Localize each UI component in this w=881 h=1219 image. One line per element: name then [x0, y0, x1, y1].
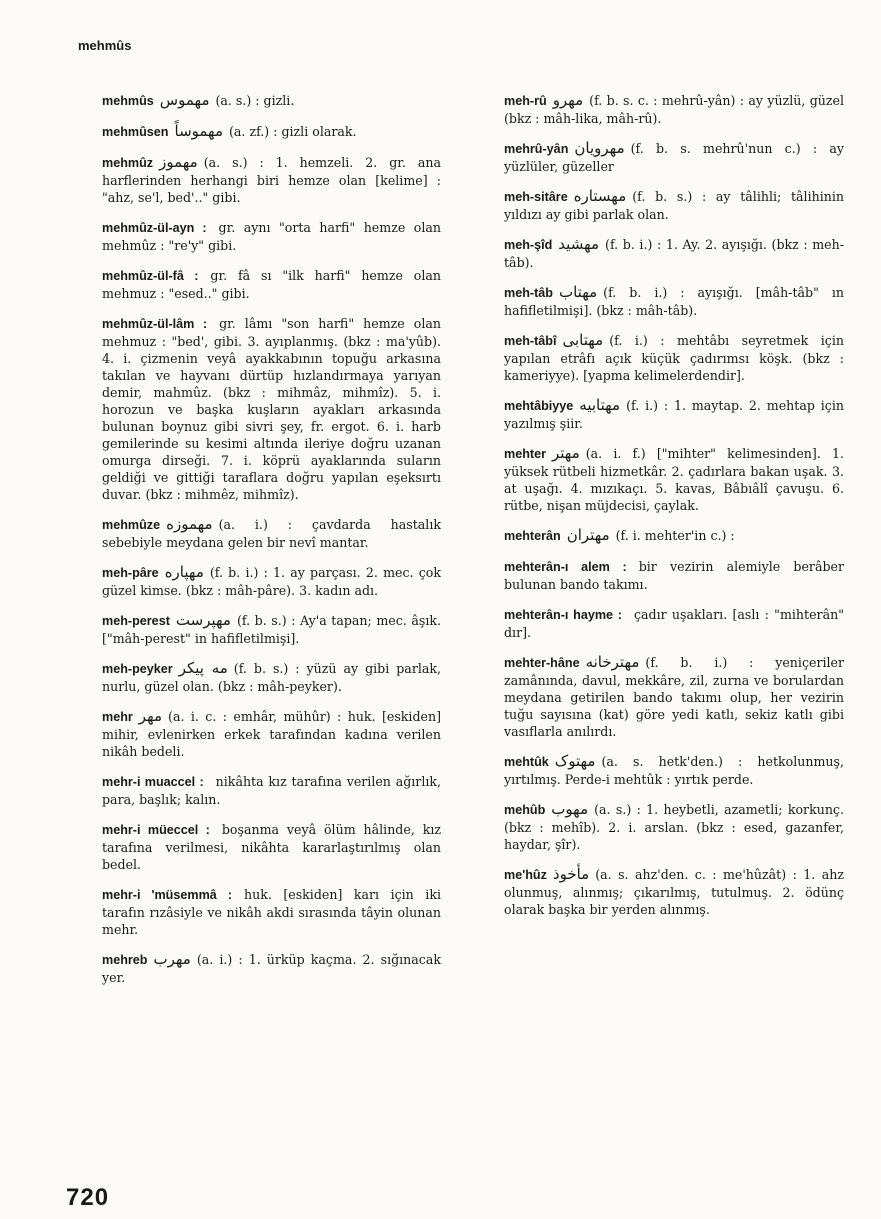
- entry-headword: mehr: [102, 710, 133, 724]
- entry-headword: mehterân-ı hayme :: [504, 608, 622, 622]
- entry-headword: mehr-i 'müsemmâ :: [102, 888, 232, 902]
- dictionary-entry: [64, 951, 441, 986]
- entry-definition: nikâhta kız tarafına verilen ağırlık, para, başlık; kalın.: [102, 774, 442, 807]
- dictionary-entry: [64, 154, 441, 206]
- entry-definition: (a. s.) : gizli.: [215, 93, 295, 108]
- entry-headword: mehterân: [504, 529, 561, 543]
- dictionary-entry: [466, 606, 844, 641]
- entry-definition: (f. b. s.) : Ay'a tapan; mec. âşık. ["mâh-perest" in hafifletilmişi].: [102, 613, 441, 646]
- entry-headword: mehterân-ı alem :: [504, 560, 627, 574]
- entry-definition: boşanma veyâ ölüm hâlinde, kız tarafına verilmesi, nikâhta kararlaştırılmış olan bedel.: [102, 822, 441, 872]
- entry-arabic-script: مهتوک: [554, 752, 596, 770]
- entry-headword: mehmûz-ül-fâ :: [102, 269, 199, 283]
- entry-definition: (a. i.) : çavdarda hastalık sebebiyle meydana gelen bir nevî mantar.: [102, 517, 441, 550]
- entry-arabic-script: مهپاره: [164, 563, 204, 581]
- dictionary-entry: [466, 654, 844, 740]
- entry-definition: (f. b. s.) : ay tâlihli; tâlihinin yıldızı ay gibi parlak olan.: [504, 189, 844, 222]
- entry-headword: mehreb: [102, 953, 148, 967]
- dictionary-entry: [466, 801, 844, 853]
- dictionary-entry: [64, 92, 441, 110]
- entry-headword: meh-şîd: [504, 238, 553, 252]
- dictionary-entry: [466, 92, 844, 127]
- entry-arabic-script: مهشید: [558, 235, 600, 253]
- entry-definition: (f. b. i.) : 1. Ay. 2. ayışığı. (bkz : meh-tâb).: [504, 237, 844, 270]
- entry-definition: (f. b. i.) : ayışığı. [mâh-tâb" ın hafifletilmişi]. (bkz : mâh-tâb).: [504, 285, 844, 318]
- entry-arabic-script: مهرویان: [574, 139, 625, 157]
- entry-arabic-script: مهموس: [159, 91, 210, 109]
- entry-definition: (f. i. mehter'in c.) :: [615, 528, 735, 543]
- dictionary-entry: [64, 708, 441, 760]
- entry-definition: (f. i.) : mehtâbı seyretmek için yapılan etrâfı açık küçük çadırımsı köşk. (bkz : kameriyye). [yapma kelimelerdendir].: [504, 333, 844, 383]
- entry-headword: meh-perest: [102, 614, 170, 628]
- entry-definition: (a. i. f.) ["mihter" kelimesinden]. 1. yüksek rütbeli hizmetkâr. 2. çadırlara bakan uşak. 3. at uşağı. 4. mızıkaçı. 5. kavas, Bâbıâlî çavuşu. 6. rütbe, nişan müjdecisi, çaylak.: [504, 446, 844, 513]
- entry-arabic-script: مهموزه: [166, 515, 213, 533]
- entry-arabic-script: مهوب: [551, 800, 589, 818]
- dictionary-entry: [466, 284, 844, 319]
- entry-definition: (a. i. c. : emhâr, mühûr) : huk. [eskiden] mihir, evlenirken erkek tarafından kadına verilen nikâh bedeli.: [102, 709, 441, 759]
- entry-headword: mehmûz-ül-lâm :: [102, 317, 208, 331]
- entry-definition: (f. b. s.) : yüzü ay gibi parlak, nurlu, güzel olan. (bkz : mâh-peyker).: [102, 661, 442, 694]
- dictionary-entry: [466, 140, 844, 175]
- entry-arabic-script: مهتابی: [562, 331, 604, 349]
- entry-arabic-script: مهرو: [552, 91, 584, 109]
- entry-headword: meh-tâb: [504, 286, 553, 300]
- entry-headword: mehter: [504, 447, 546, 461]
- entry-headword: mehmûs: [102, 94, 154, 108]
- entry-headword: mehter-hâne: [504, 656, 580, 670]
- entry-definition: gr. lâmı "son harfi" hemze olan mehmuz : "bed', gibi. 3. ayıplanmış. (bkz : ma'yûb). 4. i. çizmenin veyâ ayakkabının topuğu arkasına takılan ve hayvanı dürtüp hızlandırmaya yarıyan demir, mahmûz. (bkz : mihmâz, mihmîz). 5. i. horozun ve başka kuşların ayakları arkasında bulunan boynuz gibi sivri şey, fr. ergot. 6. i. harb gemilerinde su kesimi altında ileriye doğru uzanan omurga dirseği. 7. i. köprü ayaklarında suların geldiği ve gittiği taraflara doğru yapılan eşeksırtı duvar. (bkz : mihmêz, mihmîz).: [102, 316, 441, 502]
- right-column: [466, 92, 844, 931]
- entry-arabic-script: مهموز: [159, 153, 198, 171]
- dictionary-entry: [64, 267, 441, 302]
- entry-definition: (a. s. ahz'den. c. : me'hûzât) : 1. ahz olunmuş, alınmış; çıkarılmış, tutulmuş. 2. ödünç olarak başka bir yerden alınmış.: [504, 867, 844, 917]
- entry-headword: me'hûz: [504, 868, 547, 882]
- page-number: 720: [66, 1184, 110, 1211]
- dictionary-entry: [466, 558, 844, 593]
- entry-headword: mehûb: [504, 803, 546, 817]
- entry-headword: mehr-i muaccel :: [102, 775, 204, 789]
- entry-definition: (f. b. s. mehrû'nun c.) : ay yüzlüler, güzeller: [504, 141, 844, 174]
- entry-definition: çadır uşakları. [aslı : "mihterân" dır].: [504, 607, 844, 640]
- dictionary-entry: [64, 564, 441, 599]
- entry-headword: meh-tâbî: [504, 334, 557, 348]
- running-head: mehmûs: [78, 38, 132, 53]
- dictionary-entry: [466, 397, 844, 432]
- entry-definition: huk. [eskiden] karı için iki tarafın rızâsiyle ve nikâh akdi sırasında tâyin olunan mehr.: [102, 887, 441, 937]
- dictionary-entry: [466, 188, 844, 223]
- dictionary-entry: [64, 315, 441, 503]
- dictionary-entry: [64, 886, 441, 938]
- dictionary-entry: [64, 660, 441, 695]
- entry-headword: mehmûze: [102, 518, 161, 532]
- entry-definition: (a. s.) : 1. hemzeli. 2. gr. ana harflerinden herhangi biri hemze olan [kelime] : "ahz, se'l, bed'.." gibi.: [102, 155, 441, 205]
- entry-headword: mehmûz-ül-ayn :: [102, 221, 207, 235]
- entry-headword: mehmûsen: [102, 125, 169, 139]
- entry-definition: (f. i.) : 1. maytap. 2. mehtap için yazılmış şiir.: [504, 398, 844, 431]
- entry-definition: (a. s. hetk'den.) : hetkolunmuş, yırtılmış. Perde-i mehtûk : yırtık perde.: [504, 754, 844, 787]
- entry-arabic-script: مهموساً: [174, 122, 224, 140]
- entry-headword: mehr-i müeccel :: [102, 823, 210, 837]
- entry-definition: (f. b. i.) : yeniçeriler zamânında, davul, mekkâre, zil, zurna ve borulardan meydana getirilen bando takımı olup, her vezirin tuğu sayısına (kat) göre yedi katlı, sekiz katlı gibi vasıflarla anılırdı.: [504, 655, 844, 739]
- dictionary-entry: [466, 527, 844, 545]
- entry-headword: meh-pâre: [102, 566, 159, 580]
- entry-arabic-script: مهتابیه: [579, 396, 621, 414]
- entry-arabic-script: مهتران: [566, 526, 610, 544]
- dictionary-entry: [64, 612, 441, 647]
- entry-headword: mehmûz: [102, 156, 154, 170]
- entry-arabic-script: مهر: [138, 707, 163, 725]
- dictionary-entry: [64, 516, 441, 551]
- entry-definition: bir vezirin alemiyle berâber bulunan bando takımı.: [504, 559, 844, 592]
- entry-definition: (a. s.) : 1. heybetli, azametli; korkunç. (bkz : mehîb). 2. i. arslan. (bkz : esed, gazanfer, haydar, şîr).: [504, 802, 844, 852]
- entry-arabic-script: مأخوذ: [552, 865, 590, 883]
- entry-definition: (a. i.) : 1. ürküp kaçma. 2. sığınacak yer.: [102, 952, 441, 985]
- entry-definition: (f. b. s. c. : mehrû-yân) : ay yüzlü, güzel (bkz : mâh-lika, mâh-rû).: [504, 93, 844, 126]
- dictionary-entry: [466, 866, 844, 918]
- entry-arabic-script: مهتر: [552, 444, 580, 462]
- entry-arabic-script: مهستاره: [573, 187, 627, 205]
- dictionary-entry: [466, 445, 844, 514]
- entry-headword: mehtâbiyye: [504, 399, 574, 413]
- left-column: [64, 92, 441, 999]
- entry-arabic-script: مهترخانه: [585, 653, 640, 671]
- entry-arabic-script: مهرب: [153, 950, 191, 968]
- entry-headword: meh-rû: [504, 94, 547, 108]
- dictionary-entry: [466, 753, 844, 788]
- dictionary-entry: [466, 332, 844, 384]
- entry-headword: meh-peyker: [102, 662, 173, 676]
- entry-arabic-script: مهتاب: [558, 283, 598, 301]
- entry-arabic-script: مهپرست: [175, 611, 231, 629]
- entry-headword: meh-sitâre: [504, 190, 568, 204]
- entry-definition: gr. fâ sı "ilk harfi" hemze olan mehmuz : "esed.." gibi.: [102, 268, 441, 301]
- entry-definition: (f. b. i.) : 1. ay parçası. 2. mec. çok güzel kimse. (bkz : mâh-pâre). 3. kadın adı.: [102, 565, 441, 598]
- dictionary-entry: [64, 821, 441, 873]
- dictionary-entry: [64, 773, 441, 808]
- dictionary-entry: [64, 123, 441, 141]
- entry-arabic-script: مه پیکر: [178, 659, 228, 677]
- dictionary-entry: [64, 219, 441, 254]
- entry-headword: mehrû-yân: [504, 142, 569, 156]
- entry-definition: gr. aynı "orta harfi" hemze olan mehmûz : "re'y" gibi.: [102, 220, 441, 253]
- entry-definition: (a. zf.) : gizli olarak.: [229, 124, 357, 139]
- dictionary-entry: [466, 236, 844, 271]
- entry-headword: mehtûk: [504, 755, 549, 769]
